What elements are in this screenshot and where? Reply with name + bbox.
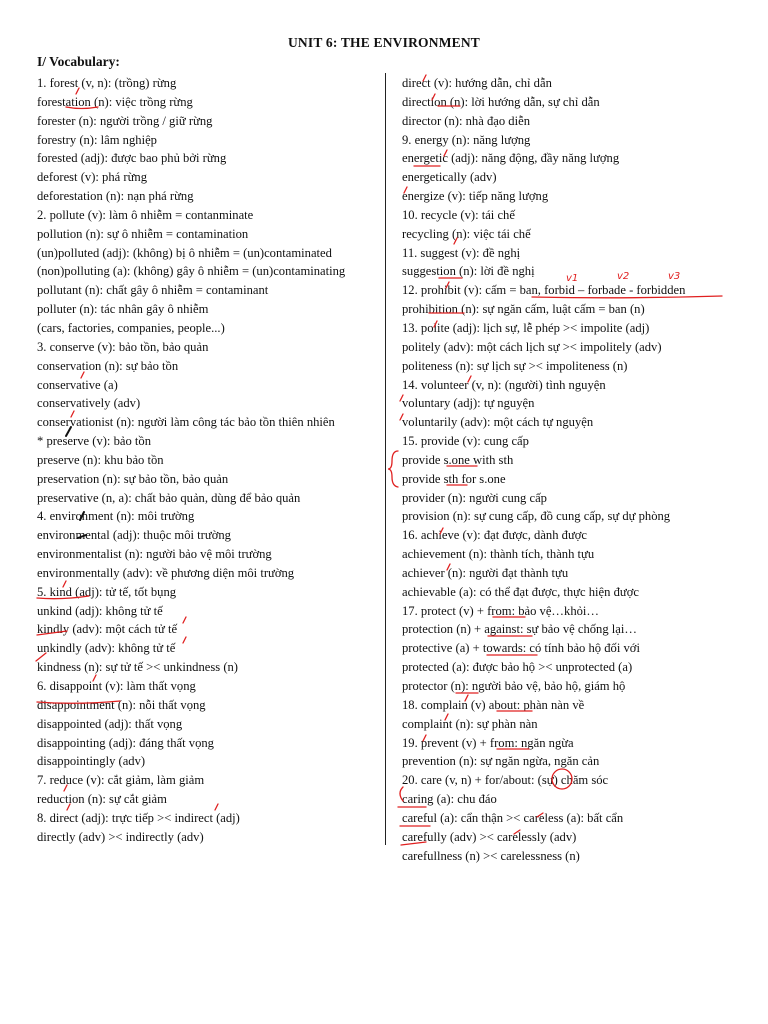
vocab-line: deforestation (n): nạn phá rừng [37, 189, 194, 204]
vocab-line: polluter (n): tác nhân gây ô nhiễm [37, 302, 209, 317]
vocab-line: 17. protect (v) + from: bảo vệ…khỏi… [402, 603, 600, 618]
vocab-line: carefullness (n) >< carelessness (n) [402, 848, 580, 863]
vocab-line: (cars, factories, companies, people...) [37, 320, 225, 335]
vocab-line: 13. polite (adj): lịch sự, lễ phép >< impolite (adj) [402, 320, 650, 335]
verb-form-label: v3 [668, 271, 681, 282]
bracket-mark [388, 451, 398, 487]
vocab-line: 7. reduce (v): cắt giảm, làm giảm [37, 773, 205, 788]
vocab-line: preservation (n): sự bảo tồn, bảo quản [37, 471, 229, 486]
vocab-line: energetic (adj): năng động, đầy năng lượng [402, 151, 620, 166]
vocab-line: careful (a): cẩn thận >< careless (a): bất cẩn [402, 810, 624, 825]
vocab-line: preserve (n): khu bảo tồn [37, 452, 164, 467]
vocab-line: disappointingly (adv) [37, 754, 146, 769]
vocab-line: 18. complain (v) about: phàn nàn về [402, 697, 585, 712]
vocab-line: pollution (n): sự ô nhiễm = contamination [37, 226, 249, 241]
verb-form-label: v1 [566, 273, 579, 284]
verb-form-label: v2 [617, 271, 630, 282]
vocab-line: environmental (adj): thuộc môi trường [37, 528, 231, 543]
vocab-line: 6. disappoint (v): làm thất vọng [37, 679, 196, 693]
vocab-line: provision (n): sự cung cấp, đồ cung cấp, sự dự phòng [402, 509, 671, 524]
page-title: UNIT 6: THE ENVIRONMENT [287, 35, 480, 50]
vocab-line: voluntarily (adv): một cách tự nguyện [402, 415, 594, 430]
vocab-line: 15. provide (v): cung cấp [402, 434, 529, 449]
vocab-line: protector (n): người bảo vệ, bảo hộ, giám hộ [402, 679, 626, 693]
vocab-line: caring (a): chu đáo [402, 792, 497, 807]
vocab-line: unkind (adj): không tử tế [37, 603, 163, 618]
vocab-line: 9. energy (n): năng lượng [402, 132, 531, 147]
vocab-line: preservative (n, a): chất bảo quản, dùng để bảo quản [37, 490, 301, 505]
right-column [402, 74, 752, 865]
vocab-line: pollutant (n): chất gây ô nhiễm = contaminant [37, 283, 269, 298]
left-column [37, 74, 382, 847]
vocab-line: conservatively (adv) [37, 396, 141, 411]
vocab-line: kindness (n): sự tử tế >< unkindness (n) [37, 660, 239, 675]
vocab-line: disappointed (adj): thất vọng [37, 716, 183, 731]
vocab-line: forester (n): người trồng / giữ rừng [37, 113, 213, 128]
vocab-line: 11. suggest (v): đề nghị [402, 245, 521, 260]
vocab-line: 20. care (v, n) + for/about: (sự) chăm sóc [402, 773, 609, 788]
vocab-line: 3. conserve (v): bảo tồn, bảo quản [37, 339, 209, 354]
vocab-line: politeness (n): sự lịch sự >< impoliteness (n) [402, 358, 628, 373]
vocab-line: disappointing (adj): đáng thất vọng [37, 735, 214, 750]
vocab-line: direct (v): hướng dẫn, chỉ dẫn [402, 76, 552, 90]
vocab-line: environmentally (adv): về phương diện môi trường [37, 565, 295, 580]
vocab-line: achiever (n): người đạt thành tựu [402, 565, 569, 580]
vocab-line: 16. achieve (v): đạt được, dành được [402, 528, 588, 543]
vocab-line: disappointment (n): nỗi thất vọng [37, 697, 206, 712]
vocab-line: 4. environment (n): môi trường [37, 509, 195, 524]
vocab-line: forestation (n): việc trồng rừng [37, 94, 193, 109]
vocab-line: conservative (a) [37, 377, 118, 392]
vocab-line: 19. prevent (v) + from: ngăn ngừa [402, 735, 574, 750]
vocab-line: achievable (a): có thể đạt được, thực hiện được [402, 584, 639, 599]
vocab-line: carefully (adv) >< carelessly (adv) [402, 829, 577, 844]
vocab-line: 1. forest (v, n): (trồng) rừng [37, 76, 177, 90]
vocab-line: forestry (n): lâm nghiệp [37, 132, 157, 147]
section-heading: I/ Vocabulary: [37, 54, 120, 69]
vocab-line: provide s.one with sth [402, 452, 514, 467]
vocab-line: prohibition (n): sự ngăn cấm, luật cấm = ban (n) [402, 302, 645, 317]
vocab-line: politely (adv): một cách lịch sự >< impolitely (adv) [402, 339, 662, 354]
vocab-line: directly (adv) >< indirectly (adv) [37, 829, 204, 844]
vocab-line: protective (a) + towards: có tính bảo hộ đối với [402, 641, 640, 656]
vocab-line: 10. recycle (v): tái chế [402, 207, 515, 222]
vocab-line: forested (adj): được bao phủ bởi rừng [37, 151, 227, 166]
vocab-line: achievement (n): thành tích, thành tựu [402, 547, 595, 562]
vocab-line: conservation (n): sự bảo tồn [37, 358, 179, 373]
vocab-line: 5. kind (adj): tử tế, tốt bụng [37, 584, 177, 599]
vocab-line: conservationist (n): người làm công tác bảo tồn thiên nhiên [37, 415, 335, 430]
vocab-line: 14. volunteer (v, n): (người) tình nguyện [402, 377, 606, 392]
vocab-line: provider (n): người cung cấp [402, 490, 547, 505]
vocab-line: 8. direct (adj): trực tiếp >< indirect (adj) [37, 810, 240, 825]
vocab-line: prevention (n): sự ngăn ngừa, ngăn cản [402, 754, 600, 769]
vocab-line: unkindly (adv): không tử tế [37, 641, 176, 656]
vocab-line: environmentalist (n): người bảo vệ môi trường [37, 547, 272, 562]
vocab-line: 12. prohibit (v): cấm = ban, forbid – forbade - forbidden [402, 283, 686, 298]
vocab-line: recycling (n): việc tái chế [402, 226, 531, 241]
vocab-line: * preserve (v): bảo tồn [37, 434, 152, 449]
vocab-line: voluntary (adj): tự nguyện [402, 396, 535, 411]
vocab-line: energetically (adv) [402, 170, 497, 185]
column-divider [385, 73, 386, 845]
vocab-line: provide sth for s.one [402, 471, 506, 486]
vocab-line: deforest (v): phá rừng [37, 170, 147, 185]
vocab-line: direction (n): lời hướng dẫn, sự chỉ dẫn [402, 94, 600, 109]
vocab-line: complaint (n): sự phàn nàn [402, 716, 538, 731]
vocab-line: (non)polluting (a): (không) gây ô nhiễm = (un)contaminating [37, 264, 346, 279]
vocab-line: 2. pollute (v): làm ô nhiễm = contanminate [37, 207, 254, 222]
vocab-line: reduction (n): sự cắt giảm [37, 792, 167, 807]
vocab-line: suggestion (n): lời đề nghị [402, 264, 535, 279]
vocab-line: (un)polluted (adj): (không) bị ô nhiễm = (un)contaminated [37, 245, 332, 260]
vocab-line: director (n): nhà đạo diễn [402, 113, 530, 128]
vocab-line: protected (a): được bảo hộ >< unprotected (a) [402, 660, 633, 675]
vocab-line: protection (n) + against: sự bảo vệ chống lại… [402, 622, 637, 637]
vocab-line: energize (v): tiếp năng lượng [402, 189, 549, 204]
vocab-line: kindly (adv): một cách tử tế [37, 622, 178, 637]
